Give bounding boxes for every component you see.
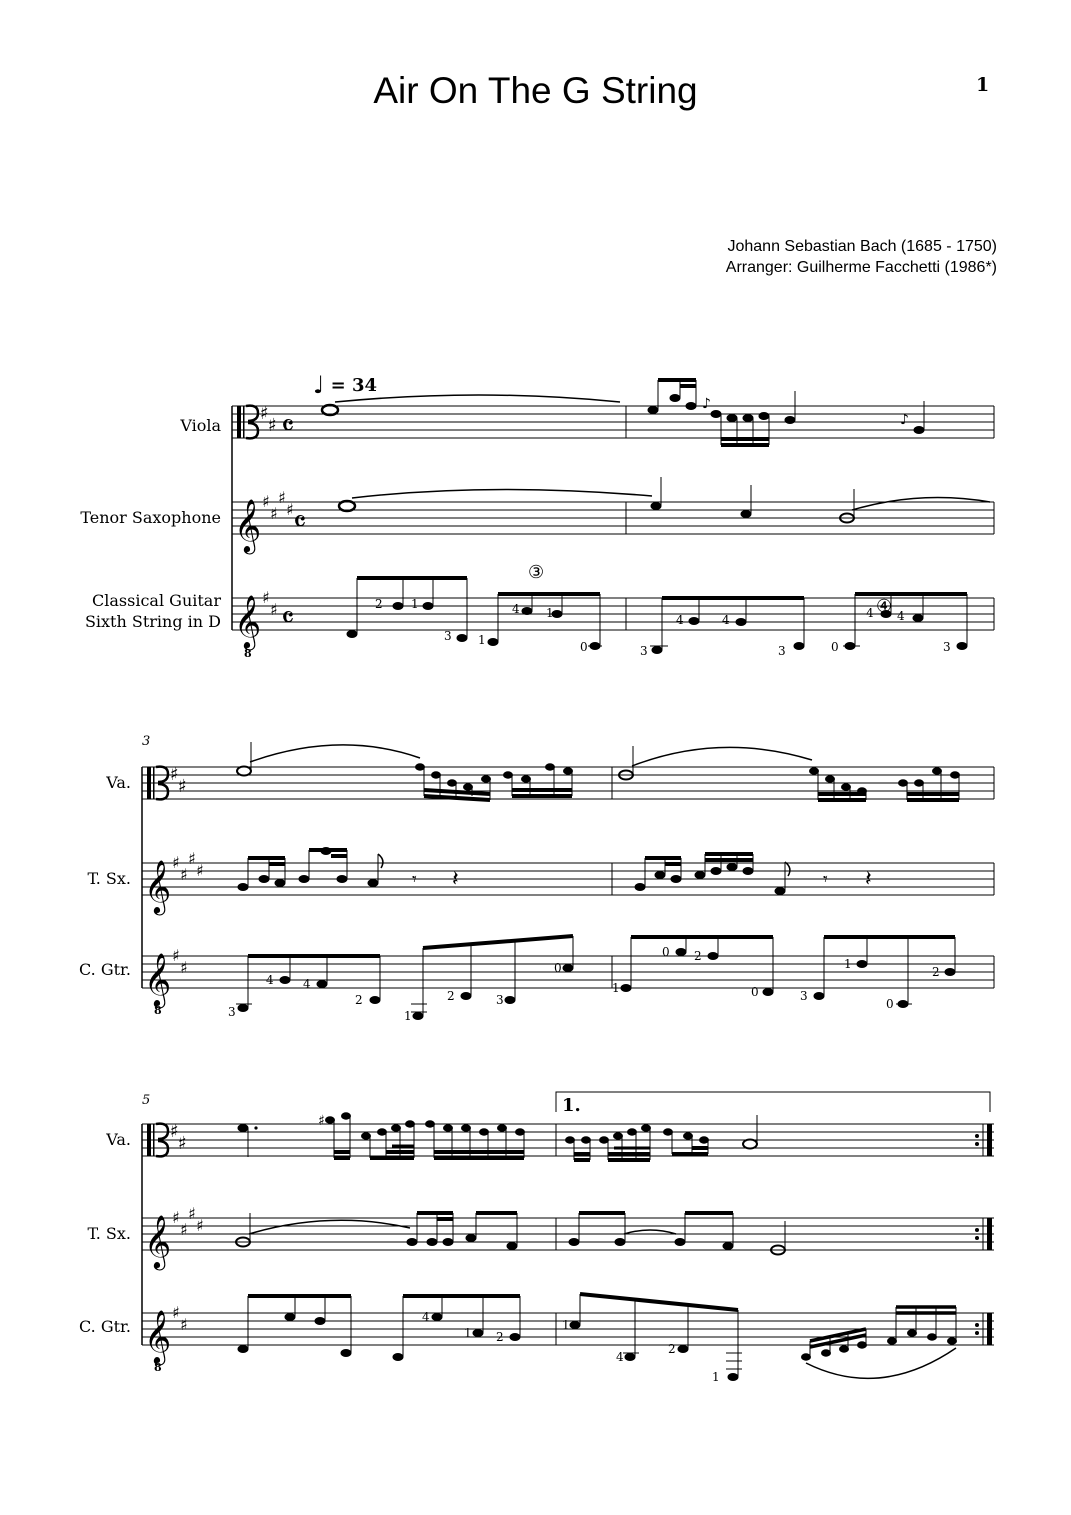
sax-short-label: T. Sx. [87, 1224, 131, 1243]
svg-text:♯: ♯ [170, 764, 179, 785]
svg-text:0: 0 [751, 985, 759, 999]
score-title: Air On The G String [373, 70, 698, 111]
svg-text:♯: ♯ [188, 849, 196, 868]
guitar-short-label: C. Gtr. [78, 1317, 131, 1336]
sax-label: Tenor Saxophone [80, 508, 221, 527]
treble-clef-icon: 𝄞 [144, 1214, 172, 1268]
svg-text:3: 3 [228, 1005, 236, 1019]
quarter-note-icon: ♩ [313, 370, 325, 399]
svg-text:4: 4 [422, 1310, 430, 1324]
svg-text:♯: ♯ [196, 861, 204, 880]
svg-text:2: 2 [355, 993, 363, 1007]
svg-text:♪: ♪ [702, 396, 711, 412]
svg-text:1: 1 [464, 1326, 472, 1340]
svg-text:♯: ♯ [180, 865, 188, 884]
system-3 [79, 1092, 994, 1384]
octave-marker: 8 [244, 647, 252, 660]
guitar-label-line2: Sixth String in D [84, 612, 221, 631]
svg-text:♯: ♯ [172, 946, 180, 965]
sharp-icon: ♯ [268, 415, 277, 436]
svg-text:𝄾: 𝄾 [412, 869, 417, 890]
viola-label: Viola [180, 416, 221, 435]
svg-text:0: 0 [831, 640, 839, 654]
svg-text:♯: ♯ [178, 776, 187, 797]
svg-text:♯: ♯ [172, 1303, 180, 1322]
page-number: 1 [976, 74, 990, 96]
svg-text:0: 0 [886, 997, 894, 1011]
svg-text:♯: ♯ [170, 1121, 179, 1142]
guitar-label-line1: Classical Guitar [92, 591, 221, 610]
svg-text:♯: ♯ [262, 492, 270, 511]
svg-text:𝄽: 𝄽 [452, 867, 459, 892]
svg-text:♯: ♯ [196, 1216, 204, 1235]
svg-text:1: 1 [478, 633, 486, 647]
guitar-m2-notes [650, 594, 967, 654]
svg-text:3: 3 [640, 644, 648, 658]
treble-clef-icon: 𝄞 [234, 498, 262, 552]
svg-text:4: 4 [722, 613, 730, 627]
string-4-marking: ④ [876, 596, 893, 617]
measure-number: 5 [142, 1093, 151, 1108]
sax-staff [142, 1218, 994, 1250]
svg-text:𝄾: 𝄾 [823, 869, 828, 890]
string-3-marking: ③ [528, 562, 545, 583]
svg-text:0: 0 [554, 961, 562, 975]
svg-text:1: 1 [411, 597, 419, 611]
arranger-credit: Arranger: Guilherme Facchetti (1986*) [725, 259, 997, 276]
sax-m2-notes [651, 477, 990, 523]
treble-clef-icon: 𝄞 [144, 859, 172, 913]
svg-text:0: 0 [580, 640, 588, 654]
volta-bracket [556, 1092, 990, 1116]
svg-text:♯: ♯ [180, 1220, 188, 1239]
svg-text:1: 1 [612, 981, 620, 995]
system-2 [79, 734, 994, 1023]
guitar-m3-m4-notes [236, 936, 955, 1020]
system-1 [80, 380, 994, 660]
svg-text:𝄽: 𝄽 [865, 867, 872, 892]
svg-text:2: 2 [932, 965, 940, 979]
svg-text:♯: ♯ [180, 1315, 188, 1334]
svg-text:2: 2 [447, 989, 455, 1003]
sax-staff [232, 502, 994, 534]
viola-staff [232, 406, 994, 438]
tempo-value: = 34 [330, 375, 378, 396]
svg-text:3: 3 [778, 644, 786, 658]
svg-text:1: 1 [712, 1370, 720, 1384]
svg-text:1: 1 [844, 957, 852, 971]
guitar-short-label: C. Gtr. [78, 960, 131, 979]
svg-text:8: 8 [154, 1004, 162, 1017]
svg-text:1.: 1. [562, 1095, 581, 1116]
svg-text:2: 2 [375, 597, 383, 611]
svg-text:4: 4 [616, 1350, 624, 1364]
tie [335, 395, 620, 402]
viola-short-label: Va. [106, 773, 131, 792]
svg-text:1: 1 [546, 606, 554, 620]
treble-clef-8-icon: 𝄞 [144, 952, 172, 1006]
svg-text:4: 4 [303, 977, 311, 991]
svg-text:4: 4 [676, 613, 684, 627]
sharp-icon: ♯ [260, 403, 269, 424]
treble-clef-8-icon: 𝄞 [144, 1309, 172, 1363]
common-time-icon: 𝄴 [281, 409, 295, 444]
measure-number: 3 [142, 734, 151, 749]
composer-credit: Johann Sebastian Bach (1685 - 1750) [727, 238, 997, 255]
sax-short-label: T. Sx. [87, 869, 131, 888]
svg-text:♪: ♪ [900, 412, 909, 428]
svg-text:♯: ♯ [180, 958, 188, 977]
svg-text:2: 2 [496, 1330, 504, 1344]
svg-text:♯: ♯ [188, 1204, 196, 1223]
svg-text:3: 3 [800, 989, 808, 1003]
common-time-icon: 𝄴 [281, 601, 295, 636]
svg-text:4: 4 [266, 973, 274, 987]
svg-text:♯: ♯ [172, 853, 180, 872]
viola-m5-m6-notes [238, 1113, 757, 1160]
svg-text:1: 1 [404, 1009, 412, 1023]
svg-text:♯: ♯ [318, 1113, 325, 1129]
svg-text:8: 8 [154, 1361, 162, 1374]
svg-text:♯: ♯ [262, 588, 270, 607]
treble-clef-8-icon: 𝄞 [234, 594, 262, 648]
common-time-icon: 𝄴 [293, 505, 307, 540]
svg-text:♯: ♯ [178, 1133, 187, 1154]
tie [352, 489, 652, 498]
viola-short-label: Va. [106, 1130, 131, 1149]
svg-text:2: 2 [668, 1342, 676, 1356]
svg-text:♯: ♯ [270, 600, 278, 619]
svg-text:♯: ♯ [270, 504, 278, 523]
svg-text:3: 3 [496, 993, 504, 1007]
svg-text:0: 0 [662, 945, 670, 959]
svg-text:4: 4 [897, 609, 905, 623]
svg-text:♯: ♯ [278, 488, 286, 507]
viola-m2-notes [648, 380, 924, 445]
svg-text:♯: ♯ [286, 500, 294, 519]
svg-text:♯: ♯ [172, 1208, 180, 1227]
svg-text:4: 4 [512, 602, 520, 616]
svg-text:4: 4 [866, 606, 874, 620]
svg-text:1: 1 [562, 1318, 570, 1332]
svg-text:3: 3 [943, 640, 951, 654]
svg-text:2: 2 [694, 949, 702, 963]
svg-text:3: 3 [444, 629, 452, 643]
